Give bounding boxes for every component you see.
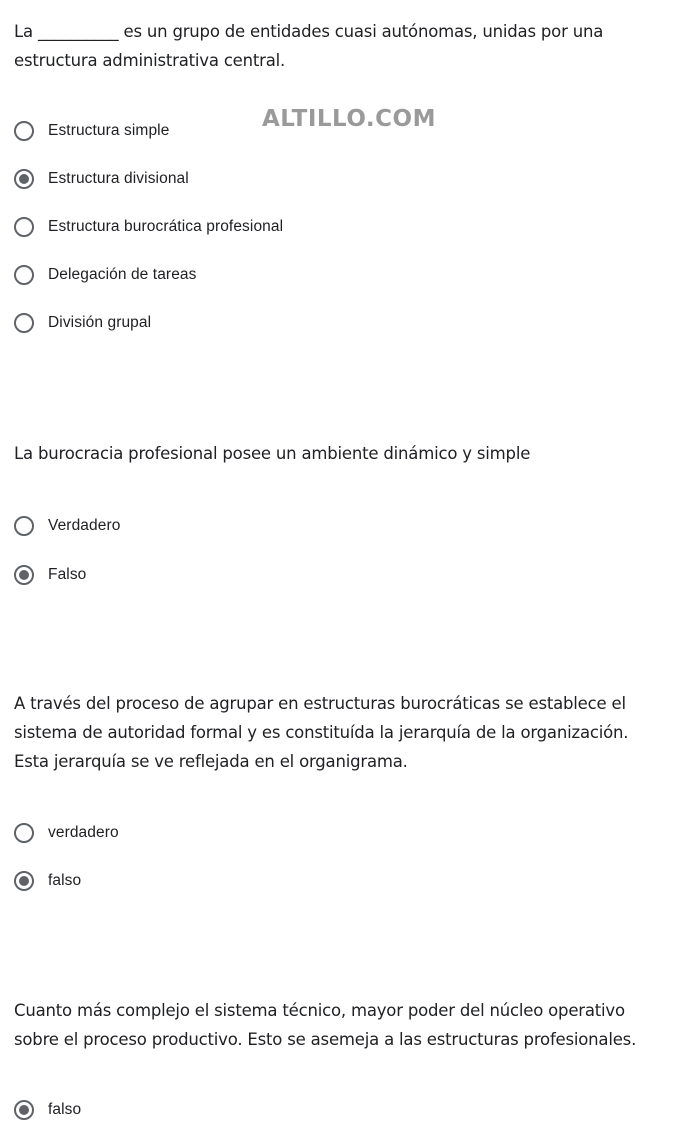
option-label: falso (48, 1101, 82, 1118)
question-text (14, 17, 694, 75)
radio-unchecked-icon[interactable] (14, 313, 34, 333)
question-text-line: estructura administrativa central. (14, 51, 286, 70)
question-text-line: A través del proceso de agrupar en estructuras burocráticas se establece el (14, 694, 626, 713)
option-falso[interactable] (14, 1097, 81, 1123)
radio-unchecked-icon[interactable] (14, 265, 34, 285)
option-label: Estructura divisional (48, 170, 189, 187)
radio-dot-icon (19, 174, 29, 184)
option-falso[interactable] (14, 868, 81, 894)
radio-dot-icon (19, 876, 29, 886)
option-estructura-burocratica-profesional[interactable] (14, 214, 283, 240)
option-verdadero[interactable] (14, 820, 119, 846)
option-label: Estructura burocrática profesional (48, 218, 284, 235)
option-label: Falso (48, 566, 87, 583)
option-estructura-simple[interactable] (14, 118, 169, 144)
option-falso[interactable] (14, 562, 86, 588)
question-text (14, 439, 694, 468)
radio-checked-icon[interactable] (14, 1100, 34, 1120)
question-text (14, 689, 694, 776)
watermark: ALTILLO.COM (262, 106, 436, 132)
question-text-line: sistema de autoridad formal y es constituída la jerarquía de la organización. (14, 723, 629, 742)
radio-unchecked-icon[interactable] (14, 121, 34, 141)
option-verdadero[interactable] (14, 513, 120, 539)
radio-unchecked-icon[interactable] (14, 217, 34, 237)
question-text-line: Esta jerarquía se ve reflejada en el organigrama. (14, 752, 408, 771)
option-label: División grupal (48, 314, 152, 331)
question-text-line: La __________ es un grupo de entidades cuasi autónomas, unidas por una (14, 22, 604, 41)
option-label: falso (48, 872, 82, 889)
radio-dot-icon (19, 570, 29, 580)
option-label: Verdadero (48, 517, 121, 534)
radio-checked-icon[interactable] (14, 169, 34, 189)
radio-unchecked-icon[interactable] (14, 516, 34, 536)
question-text-line: La burocracia profesional posee un ambiente dinámico y simple (14, 444, 531, 463)
radio-checked-icon[interactable] (14, 565, 34, 585)
option-estructura-divisional[interactable] (14, 166, 189, 192)
option-label: Delegación de tareas (48, 266, 197, 283)
option-label: verdadero (48, 824, 119, 841)
option-delegacion-de-tareas[interactable] (14, 262, 197, 288)
question-text (14, 996, 694, 1054)
radio-checked-icon[interactable] (14, 871, 34, 891)
option-label: Estructura simple (48, 122, 170, 139)
radio-dot-icon (19, 1105, 29, 1115)
radio-unchecked-icon[interactable] (14, 823, 34, 843)
question-text-line: sobre el proceso productivo. Esto se asemeja a las estructuras profesionales. (14, 1030, 637, 1049)
option-division-grupal[interactable] (14, 310, 151, 336)
question-text-line: Cuanto más complejo el sistema técnico, mayor poder del núcleo operativo (14, 1001, 625, 1020)
